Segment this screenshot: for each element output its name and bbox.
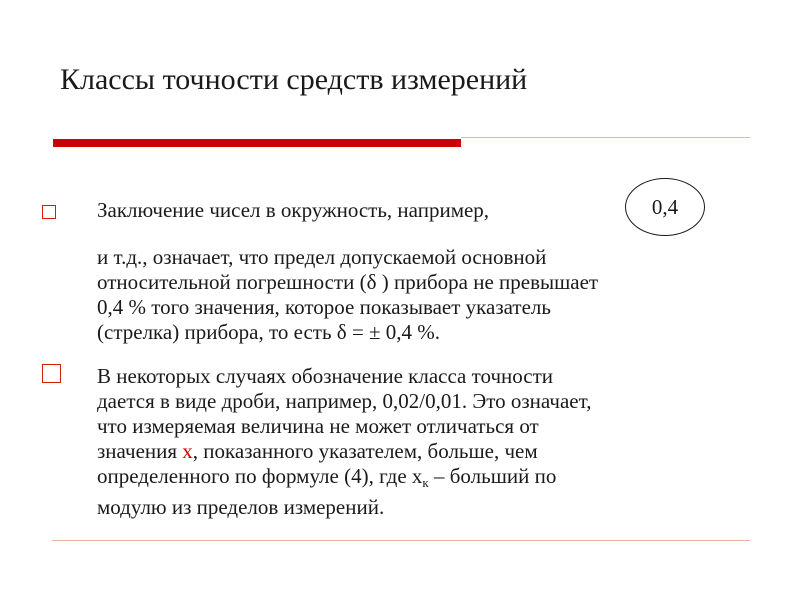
title-underline-thin [461,137,750,138]
variable-x: x [182,439,193,463]
bullet-2-line: модулю из пределов измерений. [97,495,385,519]
bullet-square-icon [42,364,61,383]
bullet-1-line: 0,4 % того значения, которое показывает указатель [97,295,551,319]
bullet-square-icon [42,205,56,219]
text-fragment: определенного по формуле (4), где x [97,464,423,488]
slide-title: Классы точности средств измерений [60,63,528,96]
text-fragment: – больший по [428,464,557,488]
bullet-1-line: (стрелка) прибора, то есть δ = ± 0,4 %. [97,320,441,344]
bullet-2-line: В некоторых случаях обозначение класса точности [97,364,554,388]
subscript-k: к [422,475,429,490]
bullet-2-text [97,364,757,520]
footer-rule [52,540,750,541]
bullet-2-line [97,464,757,495]
title-underline-thick [53,139,461,147]
bullet-1-text [97,245,757,345]
text-fragment: значения [97,439,183,463]
bullet-1-line: и т.д., означает, что предел допускаемой основной [97,245,547,269]
bullet-2-line: дается в виде дроби, например, 0,02/0,01. Это означает, [97,389,592,413]
bullet-1-first-line: Заключение чисел в окружность, например, [97,198,490,222]
text-fragment: , показанного указателем, больше, чем [192,439,538,463]
circled-accuracy-class: 0,4 [625,178,705,236]
bullet-2-line [97,439,757,464]
bullet-2-line: что измеряемая величина не может отличаться от [97,414,539,438]
bullet-1-line: относительной погрешности (δ ) прибора не превышает [97,270,599,294]
